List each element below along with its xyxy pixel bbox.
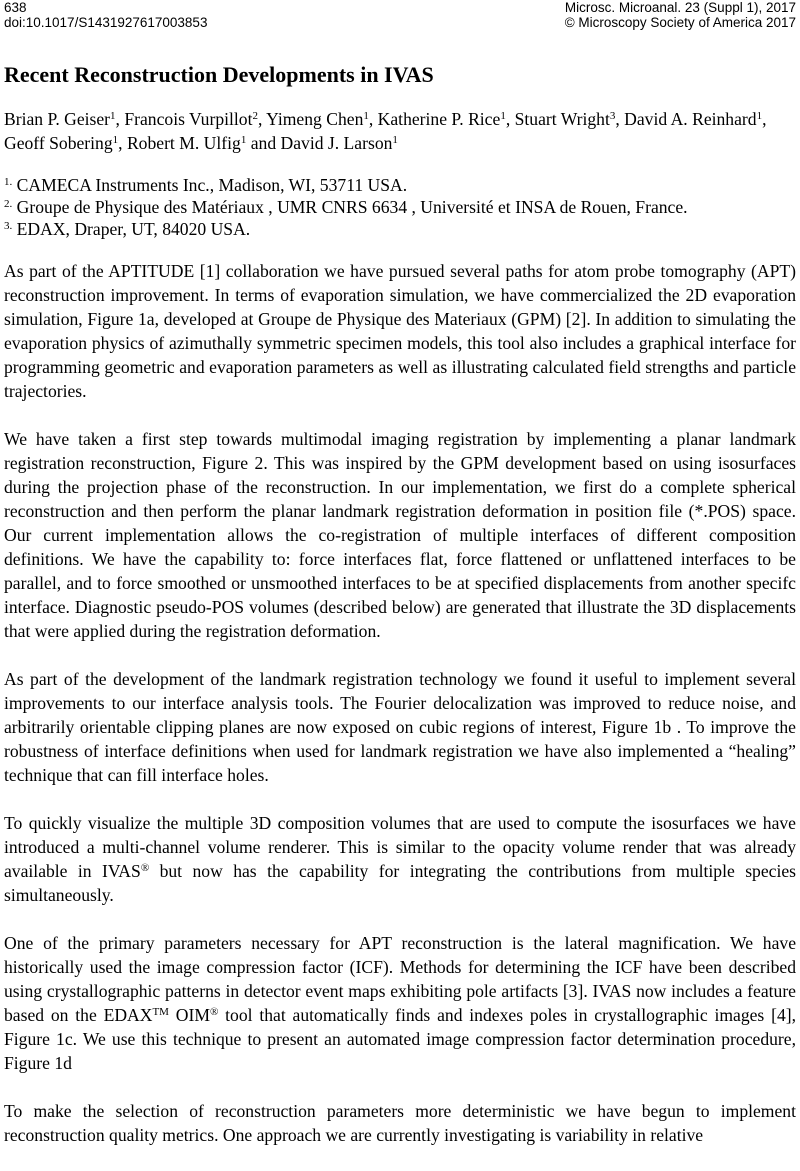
paragraph-aptitude: As part of the APTITUDE [1] collaboration we have pursued several paths for atom probe tomography (APT) reconstruction improvement. In terms of evaporation simulation, we have commercialized the 2D evaporation simulation, Figure 1a, developed at Groupe de Physique des Materiaux (GPM) [2]. In addition to simulating the evaporation physics of azimuthally symmetric specimen models, this tool also includes a graphical interface for programming geometric and evaporation parameters as well as illustrating calculated field strengths and particle trajectories.	[4, 261, 796, 401]
author-affiliation-mark: 1	[500, 110, 506, 122]
author-affiliation-mark: 3	[609, 110, 616, 122]
paragraph-image-compression: One of the primary parameters necessary for APT reconstruction is the lateral magnification. We have historically used the image compression factor (ICF). Methods for determining the ICF have been described using crystallographic patterns in detector event maps exhibiting pole artifacts [3]. IVAS now includes a feature based on the EDAX™ OIM® tool that automatically finds and indexes poles in crystallographic images [4], Figure 1c. We use this technique to present an automated image compression factor determination procedure, Figure 1d	[4, 933, 796, 1073]
affiliation-text: EDAX, Draper, UT, 84020 USA.	[16, 219, 251, 239]
paragraph-interface-analysis: As part of the development of the landmark registration technology we found it useful to implement several improvements to our interface analysis tools. The Fourier delocalization was improved to reduce noise, and arbitrarily orientable clipping planes are now exposed on cubic regions of interest, Figure 1b . To improve the robustness of interface definitions when used for landmark registration we have also implemented a “healing” technique that can fill interface holes.	[4, 669, 796, 785]
paper-title: Recent Reconstruction Developments in IVAS	[4, 62, 434, 87]
author: Katherine P. Rice	[377, 109, 501, 129]
author-affiliation-mark: 2	[252, 110, 258, 122]
journal-citation: Microsc. Microanal. 23 (Suppl 1), 2017	[564, 0, 796, 15]
page-number: 638	[4, 0, 27, 15]
doi: doi:10.1017/S1431927617003853	[4, 15, 208, 30]
author-list: Brian P. Geiser$^1$, Francois Vurpillot$^2$, Yimeng Chen$^1$, Katherine P. Rice$^1$, Stuart Wright$^3$, David A. Reinhard$^1$, Geoff Sobering$^1$, Robert M. Ulfig$^1$ and David J. Larson$^1$	[4, 109, 767, 153]
affiliation-item	[4, 218, 796, 240]
author-affiliation-mark: 1	[110, 110, 116, 122]
author: Stuart Wright	[514, 109, 610, 129]
affiliation-text: CAMECA Instruments Inc., Madison, WI, 53711 USA.	[16, 175, 408, 195]
affiliation-number: 1.	[4, 176, 13, 188]
author-affiliation-mark: 1	[363, 110, 369, 122]
author: Brian P. Geiser	[4, 109, 111, 129]
author-affiliation-mark: 1	[392, 134, 398, 146]
author: Francois Vurpillot	[124, 109, 253, 129]
author: Yimeng Chen	[266, 109, 364, 129]
paragraph-quality-metrics: To make the selection of reconstruction parameters more deterministic we have begun to implement reconstruction quality metrics. One approach we are currently investigating is variability in relative	[4, 1101, 796, 1145]
affiliation-item	[4, 174, 796, 196]
author: David J. Larson	[280, 133, 393, 153]
paragraph-landmark-registration: We have taken a first step towards multimodal imaging registration by implementing a planar landmark registration reconstruction, Figure 2. This was inspired by the GPM development based on using isosurfaces during the projection phase of the reconstruction. In our implementation, we first do a complete spherical reconstruction and then perform the planar landmark registration deformation in position file (*.POS) space. Our current implementation allows the co-registration of multiple interfaces of different composition definitions. We have the capability to: force interfaces flat, force flattened or unflattened interfaces to be parallel, and to force smoothed or unsmoothed interfaces to be at specified displacements from another specifc interface. Diagnostic pseudo-POS volumes (described below) are generated that illustrate the 3D displacements that were applied during the registration deformation.	[4, 429, 796, 641]
body-text	[4, 259, 796, 1171]
copyright: © Microscopy Society of America 2017	[564, 15, 796, 30]
author: Robert M. Ulfig	[126, 133, 241, 153]
affiliation-list	[4, 174, 796, 240]
affiliation-number: 3.	[4, 220, 13, 232]
author-affiliation-mark: 1	[756, 110, 763, 122]
author: Geoff Sobering	[4, 133, 113, 153]
author-affiliation-mark: 1	[112, 134, 119, 146]
affiliation-text: Groupe de Physique des Matériaux , UMR CNRS 6634 , Université et INSA de Rouen, France.	[16, 197, 688, 217]
affiliation-number: 2.	[4, 198, 13, 210]
author: David A. Reinhard	[624, 109, 757, 129]
author-affiliation-mark: 1	[240, 134, 247, 146]
paragraph-volume-renderer: To quickly visualize the multiple 3D composition volumes that are used to compute the isosurfaces we have introduced a multi-channel volume renderer. This is similar to the opacity volume render that was already available in IVAS® but now has the capability for integrating the contributions from multiple species simultaneously.	[4, 813, 796, 905]
affiliation-item	[4, 196, 796, 218]
